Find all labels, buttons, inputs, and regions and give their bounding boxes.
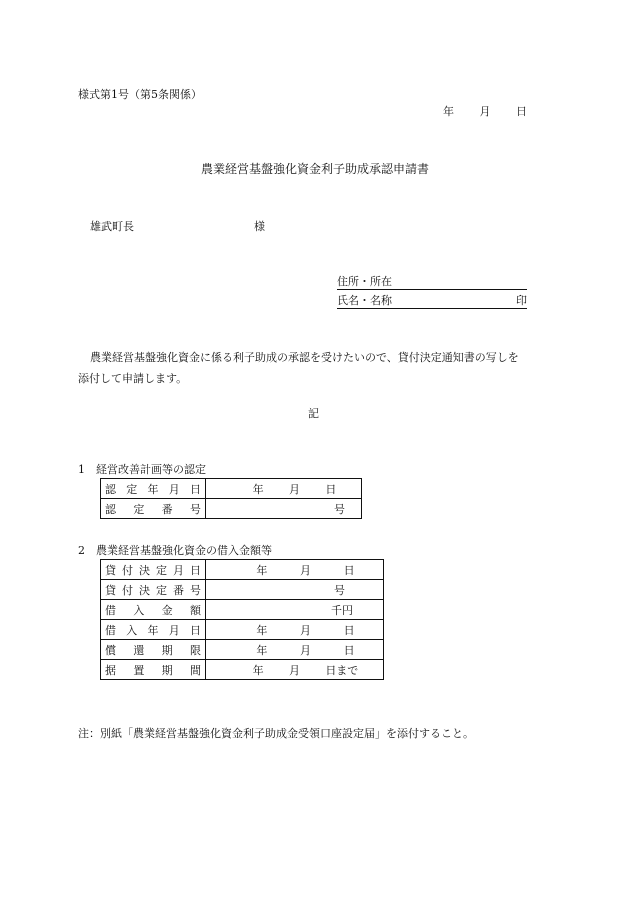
table-row [101, 640, 384, 660]
cell-value: 号 [334, 502, 345, 516]
addressee: 雄武町長 [90, 220, 134, 233]
row-label: 認 定 番 号 [105, 502, 201, 516]
cell-month: 月 [299, 563, 311, 577]
row-label: 償 還 期 限 [105, 643, 201, 657]
row-label: 据 置 期 間 [105, 663, 201, 677]
cell-day: 日 [325, 482, 337, 496]
table-row [101, 560, 384, 580]
table-row [101, 580, 384, 600]
table-row [101, 620, 384, 640]
addressee-suffix: 様 [254, 220, 265, 233]
date-year: 年 [443, 105, 454, 118]
date-cell [210, 662, 379, 678]
date-cell [210, 642, 379, 658]
row-label: 借 入 年 月 日 [105, 623, 201, 637]
table-row [101, 499, 362, 519]
section2-heading: 2 農業経営基盤強化資金の借入金額等 [78, 544, 272, 557]
date-day: 日 [516, 105, 527, 118]
row-label: 貸 付 決 定 月 日 [105, 563, 201, 577]
cell-month: 月 [288, 482, 300, 496]
cell-day: 日 [343, 643, 355, 657]
date-cell [210, 562, 379, 578]
document-title: 農業経営基盤強化資金利子助成承認申請書 [201, 162, 430, 176]
date-cell [210, 481, 357, 497]
loan-table [100, 559, 384, 680]
cell-year: 年 [256, 623, 268, 637]
cell-month: 月 [299, 643, 311, 657]
table-row [101, 479, 362, 499]
table-row [101, 600, 384, 620]
date-cell [210, 622, 379, 638]
applicant-name-row [337, 292, 527, 309]
cell-year: 年 [256, 643, 268, 657]
cell-value: 千円 [331, 603, 353, 617]
section1-heading: 1 経営改善計画等の認定 [78, 463, 206, 476]
applicant-name-label: 氏名・名称 [337, 294, 392, 307]
cell-year: 年 [256, 563, 268, 577]
cell-year: 年 [252, 482, 264, 496]
cell-day: 日まで [325, 663, 359, 677]
body-text-line-2: 添付して申請します。 [78, 372, 188, 385]
body-text-line-1: 農業経営基盤強化資金に係る利子助成の承認を受けたいので、貸付決定通知書の写しを [90, 351, 519, 364]
applicant-address-row [337, 273, 527, 290]
cell-day: 日 [343, 563, 355, 577]
certification-table [100, 478, 362, 519]
row-label: 貸 付 決 定 番 号 [105, 583, 201, 597]
form-number: 様式第1号（第5条関係） [78, 88, 202, 101]
cell-day: 日 [343, 623, 355, 637]
row-label: 認 定 年 月 日 [105, 482, 201, 496]
note: 注：別紙「農業経営基盤強化資金利子助成金受領口座設定届」を添付すること。 [78, 727, 474, 740]
row-label: 借 入 金 額 [105, 603, 201, 617]
date-month: 月 [479, 105, 491, 118]
cell-month: 月 [288, 663, 300, 677]
cell-year: 年 [252, 663, 264, 677]
seal-mark: 印 [516, 294, 527, 307]
ki-heading: 記 [308, 407, 319, 420]
cell-value: 号 [334, 583, 345, 597]
cell-month: 月 [299, 623, 311, 637]
date-line [443, 103, 527, 119]
applicant-address-label: 住所・所在 [337, 275, 392, 288]
table-row [101, 660, 384, 680]
